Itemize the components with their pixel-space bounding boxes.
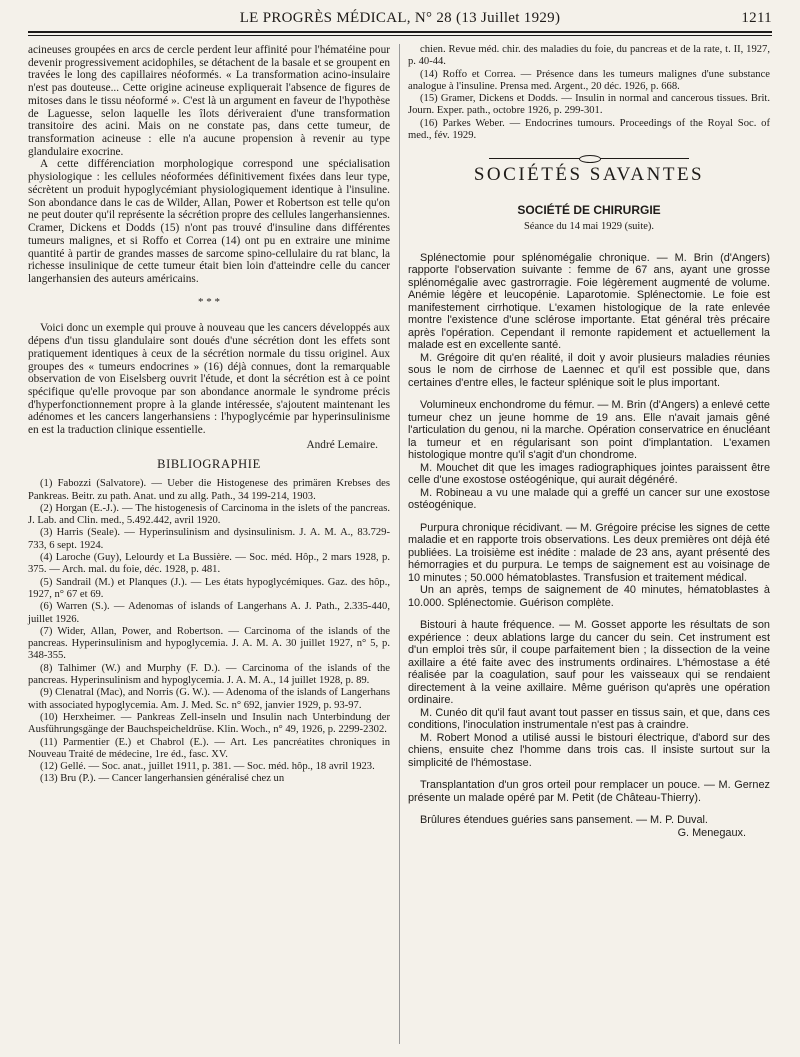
reporter-signature: G. Menegaux. bbox=[677, 826, 746, 839]
report-paragraph: M. Grégoire dit qu'en réalité, il doit y avoir plusieurs maladies réunies sous le nom de cirrhose de Laennec et qu'il est possible que, dans certaines d'entre elles, le facteur splénique soit le plus important. bbox=[408, 351, 770, 389]
running-title: LE PROGRÈS MÉDICAL, N° 28 (13 Juillet 1929) bbox=[239, 10, 561, 26]
bibliography-entry: (2) Horgan (E.-J.). — The histogenesis of Carcinoma in the islets of the pancreas. J. Lab. and Clin. med., 5.492.442, avril 1920. bbox=[28, 502, 390, 527]
bibliography-entry: (7) Wider, Allan, Power, and Robertson. — Carcinoma of the islands of the pancreas. Hyperinsulinism and hypoglycemia. J. A. M. A. 30 juillet 1927, n° 5, p. 348-355. bbox=[28, 625, 390, 662]
bibliography-heading: BIBLIOGRAPHIE bbox=[157, 456, 261, 471]
bibliography-entry: (4) Laroche (Guy), Lelourdy et La Bussière. — Soc. méd. Hôp., 2 mars 1928, p. 375. — Arch. mal. du foie, déc. 1928, p. 481. bbox=[28, 552, 390, 576]
section-stars: * * * bbox=[198, 295, 220, 308]
bibliography-entry: (8) Talhimer (W.) and Murphy (F. D.). — Carcinoma of the islands of the pancreas. Hyperinsulinism and hypoglycemia. J. A. M. A., 14 juillet 1928, p. 89. bbox=[28, 662, 390, 687]
report-paragraph: Brûlures étendues guéries sans pansement. — M. P. Duval. bbox=[420, 814, 708, 827]
body-paragraph: Voici donc un exemple qui prouve à nouveau que les cancers développés aux dépens d'un tissu glandulaire sont doués d'une sécrétion dont les effets sont pratiquement identiques à ceux de la sécrétion normale du tissu originel. Aux groupes des « tumeurs endocrines » (16) déjà connues, dont la remarquable observation de von Eiselsberg ouvrit l'étude, et dont la sécrétion est à ce point spécifique qu'elle provoque par son abondance anormale le syndrome précis d'hyperfonctionnement propre à la glande intéressée, s'ajoutent maintenant les adénomes et les cancers langerhansiens : l'hypoglycémie par hyperinsulinisme en est la traduction clinique essentielle. bbox=[28, 322, 390, 437]
section-title: SOCIÉTÉS SAVANTES bbox=[473, 164, 705, 186]
author-signature: André Lemaire. bbox=[306, 438, 378, 451]
report-paragraph: M. Mouchet dit que les images radiographiques jointes paraissent être celle d'une exostose ostéogénique, qui aurait dégénéré. bbox=[408, 461, 770, 487]
bibliography-entry: (3) Harris (Seale). — Hyperinsulinism and dysinsulinism. J. A. M. A., 83.729-733, 6 sept. 1924. bbox=[28, 527, 390, 551]
bibliography-entry: (12) Gellé. — Soc. anat., juillet 1911, p. 381. — Soc. méd. hôp., 18 avril 1923. bbox=[40, 761, 375, 773]
report-paragraph: M. Robineau a vu une malade qui a greffé un cancer sur une exostose ostéogénique. bbox=[408, 486, 770, 512]
report-paragraph: Volumineux enchondrome du fémur. — M. Brin (d'Angers) a enlevé cette tumeur chez un jeune homme de 19 ans. Elle n'avait jamais gêné l'articulation du genou, ni la marche. Opération conservatrice en énucléant la tumeur et en régularisant son point d'implantation. L'examen histologique montre qu'il s'agit d'un chondrome. bbox=[408, 399, 770, 462]
bibliography-entry: (6) Warren (S.). — Adenomas of islands of Langerhans A. J. Path., 2.335-440, juillet 1926. bbox=[28, 601, 390, 625]
report-paragraph: Un an après, temps de saignement de 40 minutes, hématoblastes à 10.000. Splénectomie. Guérison complète. bbox=[408, 584, 770, 609]
page-header bbox=[28, 4, 772, 30]
bibliography-entry: (16) Parkes Weber. — Endocrines tumours. Proceedings of the Royal Soc. of med., fév. 1929. bbox=[408, 117, 770, 142]
right-column bbox=[408, 44, 770, 839]
body-paragraph: A cette différenciation morphologique correspond une spécialisation physiologique : les cellules néoformées définitivement fixées dans leur type, sécrètent un produit hypoglycémiant physiologiquement identique à l'insuline. Son abondance dans le cas de Wilder, Allan, Power et Robertson est telle qu'on ne peut douter qu'il représente la sécrétion propre des cellules langerhansiennes. Cramer, Dickens et Dodds (15) n'ont pas trouvé d'insuline dans différentes tumeurs malignes, et si Roffo et Correa (14) ont pu en extraire une minime quantité à partir de grandes masses de sarcome spino-cellulaire du rat blanc, la richesse insulinique de cette tumeur était bien loin d'atteindre celle du cancer langerhansien des auteurs américains. bbox=[28, 158, 390, 285]
report-paragraph: M. Robert Monod a utilisé aussi le bistouri électrique, d'abord sur des chiens, ensuite chez l'homme dans trois cas. Il insiste surtout sur la simplicité de l'hémostase. bbox=[408, 731, 770, 769]
header-rule bbox=[28, 31, 772, 33]
report-paragraph: Purpura chronique récidivant. — M. Grégoire précise les signes de cette maladie et en rapporte trois observations. Les deux premières ont déjà été publiées. La troisième est inédite : malade de 23 ans, ayant présenté des hémorragies et du purpura. Le temps de saignement est au voisinage de 10 minutes ; 50.000 hématoblastes. Transfusion et traitement médical. bbox=[408, 521, 770, 584]
bibliography-entry: (11) Parmentier (E.) et Chabrol (E.). — Art. Les pancréatites chroniques in Nouveau Traité de médecine, 1re éd., fasc. XV. bbox=[28, 736, 390, 760]
bibliography-entry: (9) Clenatral (Mac), and Norris (G. W.). — Adenoma of the islands of Langerhans with associated hypoglycemia. Am. J. Med. Sc. n° 692, janvier 1929, p. 93-97. bbox=[28, 687, 390, 711]
bibliography-entry: (14) Roffo et Correa. — Présence dans les tumeurs malignes d'une substance analogue à l'insuline. Prensa med. Argent., 20 déc. 1926, p. 668. bbox=[408, 68, 770, 92]
header-rule-thin bbox=[28, 35, 772, 36]
column-divider bbox=[399, 44, 400, 1044]
bibliography-entry: (13) Bru (P.). — Cancer langerhansien généralisé chez un bbox=[40, 773, 285, 785]
bibliography-entry: chien. Revue méd. chir. des maladies du foie, du pancreas et de la rate, t. II, 1927, p. 40-44. bbox=[408, 44, 770, 68]
bibliography-entry: (1) Fabozzi (Salvatore). — Ueber die Histogenese des primären Krebses des Pankreas. Beitr. zu path. Anat. und zu allg. Path., 34 199-214, 1903. bbox=[28, 478, 390, 502]
bibliography-entry: (15) Gramer, Dickens et Dodds. — Insulin in normal and cancerous tissues. Brit. Journ. Exper. path., octobre 1926, p. 299-301. bbox=[408, 93, 770, 117]
ornament-rule bbox=[489, 158, 689, 159]
session-date: Séance du 14 mai 1929 (suite). bbox=[523, 220, 655, 232]
report-paragraph: Bistouri à haute fréquence. — M. Gosset apporte les résultats de son expérience : deux ablations large du cancer du sein. Cet instrument est d'un emploi très sûr, il coupe parfaitement bien ; la dissection de la veine axillaire a été faite avec des instruments ordinaires. L'hémostase a été réalisée par la coagulation, sauf pour les vaisseaux qui se rendaient directement à la veine axillaire. Même guérison qu'après une opération ordinaire. bbox=[408, 619, 770, 707]
society-reports bbox=[408, 252, 770, 840]
bibliography-continued bbox=[408, 44, 770, 142]
bibliography-entry: (5) Sandrail (M.) et Planques (J.). — Les états hypoglycémiques. Gaz. des hôp., 1927, n° 67 et 69. bbox=[28, 576, 390, 600]
society-name: SOCIÉTÉ DE CHIRURGIE bbox=[517, 203, 661, 218]
report-paragraph: Splénectomie pour splénomégalie chronique. — M. Brin (d'Angers) rapporte l'observation suivante : femme de 67 ans, ayant une grosse splénomégalie avec gastrorragie. Foie légèrement augmenté de volume. Anémie légère et leucopénie. Laparotomie. Splénectomie. Le foie est manifestement cirrhotique. L'examen histologique de la rate enlevée montre l'existence d'une sclérose importante. Etat général très précaire après l'opération. Cependant il remonte rapidement et actuellement la malade est en excellente santé. bbox=[408, 251, 770, 352]
left-column bbox=[28, 44, 390, 786]
report-paragraph: Transplantation d'un gros orteil pour remplacer un pouce. — M. Gernez présente un malade opéré par M. Petit (de Château-Thierry). bbox=[408, 779, 770, 804]
page-number: 1211 bbox=[741, 10, 772, 26]
bibliography-list bbox=[28, 478, 390, 785]
report-paragraph: M. Cunéo dit qu'il faut avant tout passer en tissus sain, et que, dans ces conditions, l'inoculation instrumentale n'est pas à craindre. bbox=[408, 706, 770, 732]
bibliography-entry: (10) Herxheimer. — Pankreas Zell-inseln und Insulin nach Unterbindung der Ausführungsgänge der Bauchspeicheldrüse. Klin. Woch., n° 49, 1926, p. 2299-2302. bbox=[28, 711, 390, 736]
body-paragraph: acineuses groupées en arcs de cercle perdent leur affinité pour l'hématéine pour devenir progressivement acidophiles, se détachent de la basale et se groupent en travées le long des capillaires néoformés. « La transformation acino-insulaire n'est pas douteuse... Cette origine acineuse expliquerait l'absence de figures de mitoses dans le tissu néoformé ». C'est là un argument en faveur de l'hypothèse de Laguesse, selon laquelle les îlots dériveraient d'une transformation transitoire des acini. Mais on ne constate pas, dans cette tumeur, de transformation acineuse : elle n'a aucune propension à revenir au type glandulaire exocrine. bbox=[28, 44, 390, 158]
